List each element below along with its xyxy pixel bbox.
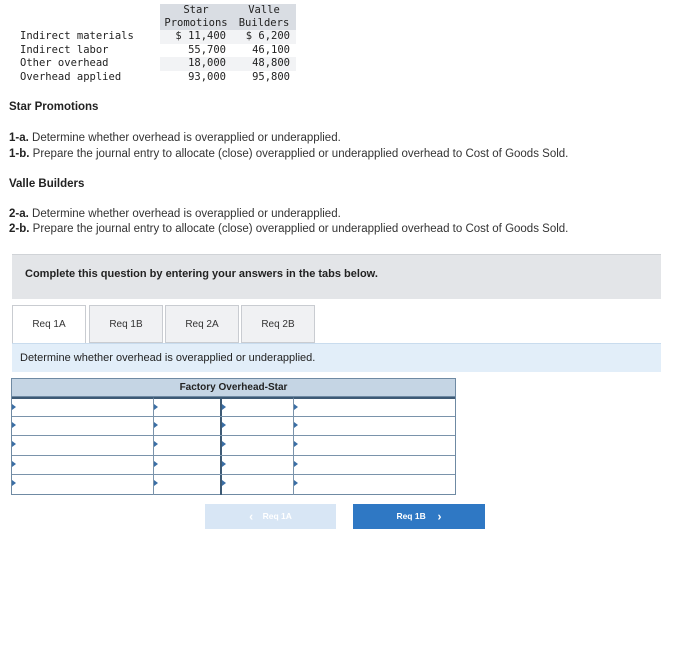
t-account-factory-overhead	[11, 378, 456, 495]
req-1b-line	[9, 148, 568, 160]
table-row	[12, 44, 296, 58]
table-header-valle	[232, 4, 296, 30]
req-2a-line	[9, 208, 341, 220]
star-value: $ 11,400	[160, 30, 232, 44]
next-req-label: Req 1B	[396, 511, 426, 521]
valle-value: 46,100	[232, 44, 296, 58]
debit-label-input[interactable]	[12, 397, 154, 416]
debit-amount-input[interactable]	[154, 436, 222, 455]
debit-amount-input[interactable]	[154, 417, 222, 436]
req-2b-prefix: 2-b.	[9, 223, 30, 235]
star-value: 55,700	[160, 44, 232, 58]
credit-label-input[interactable]	[294, 436, 455, 455]
star-value: 93,000	[160, 71, 232, 85]
table-row	[12, 71, 296, 85]
tab-req-2a[interactable]: Req 2A	[165, 305, 239, 343]
req-1b-prefix: 1-b.	[9, 148, 30, 160]
debit-amount-input[interactable]	[154, 397, 222, 416]
prev-req-label: Req 1A	[262, 511, 292, 521]
row-label: Indirect materials	[12, 30, 160, 44]
t-account-row	[12, 436, 455, 456]
req-2b-text: Prepare the journal entry to allocate (close) overapplied or underapplied overhead to Cost of Goods Sold.	[29, 223, 569, 235]
t-account-row	[12, 456, 455, 476]
t-account-row	[12, 417, 455, 437]
t-account-row	[12, 475, 455, 495]
row-label: Other overhead	[12, 57, 160, 71]
debit-label-input[interactable]	[12, 475, 154, 495]
req-1a-text: Determine whether overhead is overapplied or underapplied.	[28, 132, 341, 144]
debit-label-input[interactable]	[12, 456, 154, 475]
valle-value: 48,800	[232, 57, 296, 71]
instruction-text: Determine whether overhead is overapplied or underapplied.	[20, 352, 316, 364]
debit-amount-input[interactable]	[154, 475, 222, 495]
debit-label-input[interactable]	[12, 436, 154, 455]
t-account-row	[12, 397, 455, 417]
req-2a-prefix: 2-a.	[9, 208, 29, 220]
table-header-star	[160, 4, 232, 30]
header-valle-line1: Valle	[248, 4, 280, 16]
next-req-button[interactable]	[353, 504, 485, 529]
instruction-bar	[12, 343, 661, 372]
complete-question-banner	[12, 254, 661, 299]
debit-label-input[interactable]	[12, 417, 154, 436]
prev-req-button[interactable]	[205, 504, 336, 529]
valle-value: 95,800	[232, 71, 296, 85]
t-account-title: Factory Overhead-Star	[12, 379, 455, 397]
debit-amount-input[interactable]	[154, 456, 222, 475]
table-header-blank	[12, 4, 160, 30]
complete-question-text: Complete this question by entering your answers in the tabs below.	[25, 268, 378, 280]
overhead-data-table	[12, 4, 296, 84]
credit-label-input[interactable]	[294, 456, 455, 475]
req-1a-line	[9, 132, 341, 144]
row-label: Indirect labor	[12, 44, 160, 58]
credit-label-input[interactable]	[294, 417, 455, 436]
header-star-line2: Promotions	[164, 17, 228, 29]
header-star-line1: Star	[183, 4, 209, 16]
credit-label-input[interactable]	[294, 475, 455, 495]
tab-req-1b[interactable]: Req 1B	[89, 305, 163, 343]
table-row	[12, 57, 296, 71]
credit-label-input[interactable]	[294, 397, 455, 416]
req-2a-text: Determine whether overhead is overapplied or underapplied.	[28, 208, 341, 220]
star-value: 18,000	[160, 57, 232, 71]
header-valle-line2: Builders	[238, 17, 290, 29]
req-1b-text: Prepare the journal entry to allocate (close) overapplied or underapplied overhead to Cost of Goods Sold.	[29, 148, 569, 160]
credit-amount-input[interactable]	[222, 456, 294, 475]
credit-amount-input[interactable]	[222, 475, 294, 495]
table-row	[12, 30, 296, 44]
credit-amount-input[interactable]	[222, 436, 294, 455]
chevron-right-icon: ›	[437, 509, 442, 524]
star-heading: Star Promotions	[9, 101, 99, 113]
valle-heading: Valle Builders	[9, 178, 85, 190]
valle-value: $ 6,200	[232, 30, 296, 44]
credit-amount-input[interactable]	[222, 417, 294, 436]
tab-req-2b[interactable]: Req 2B	[241, 305, 315, 343]
row-label: Overhead applied	[12, 71, 160, 85]
credit-amount-input[interactable]	[222, 397, 294, 416]
chevron-left-icon: ‹	[249, 509, 254, 524]
tab-req-1a[interactable]: Req 1A	[12, 305, 86, 344]
req-1a-prefix: 1-a.	[9, 132, 29, 144]
req-2b-line	[9, 223, 568, 235]
